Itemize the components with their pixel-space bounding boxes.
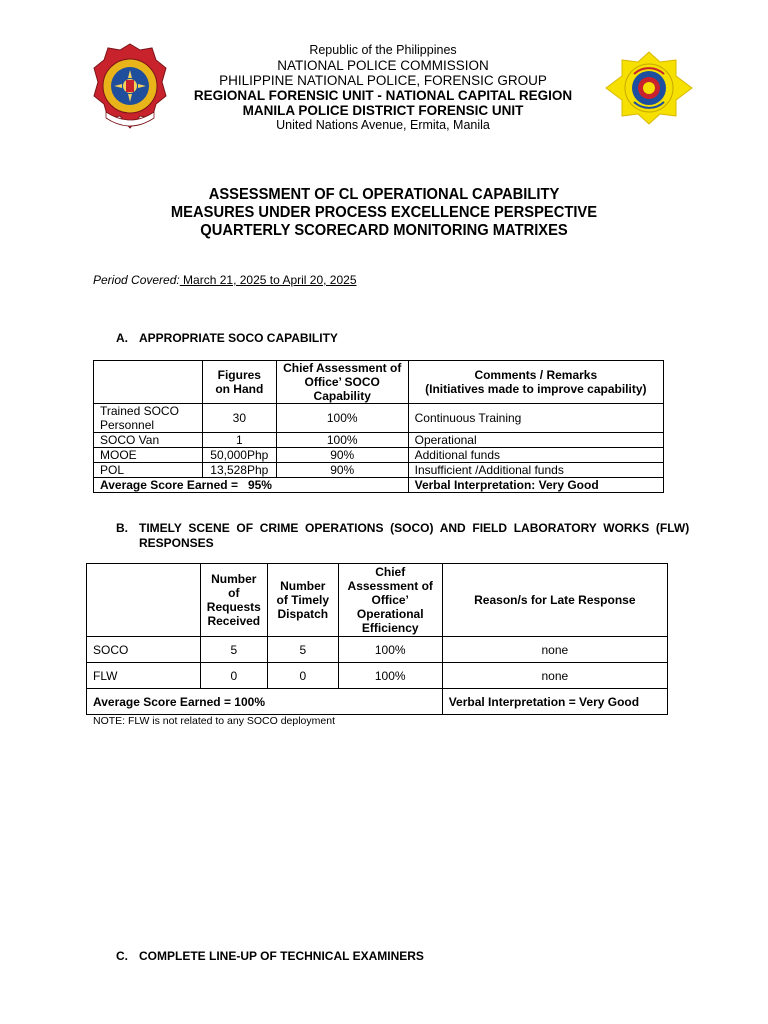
row-assessment: 100%	[338, 637, 442, 663]
row-reason: none	[442, 663, 667, 689]
section-c-letter: C.	[116, 949, 128, 963]
row-assessment: 100%	[338, 663, 442, 689]
table-row	[94, 463, 664, 478]
row-remarks: Insufficient /Additional funds	[408, 463, 663, 478]
soco-flw-response-table	[86, 563, 668, 715]
section-b-title-line-1: TIMELY SCENE OF CRIME OPERATIONS (SOCO) AND FIELD LABORATORY WORKS (FLW)	[139, 521, 690, 535]
section-b-letter: B.	[116, 521, 128, 535]
letterhead	[150, 43, 616, 133]
soco-capability-table	[93, 360, 664, 493]
row-assessment: 100%	[276, 404, 408, 433]
period-label: Period Covered:	[93, 273, 180, 287]
header-dispatch: Number of Timely Dispatch	[267, 564, 338, 637]
header-comments	[408, 361, 663, 404]
table-header-row	[87, 564, 668, 637]
period-value: March 21, 2025 to April 20, 2025	[179, 273, 357, 287]
section-a-title: APPROPRIATE SOCO CAPABILITY	[139, 331, 338, 345]
table-row	[87, 637, 668, 663]
row-remarks: Operational	[408, 433, 663, 448]
row-item: POL	[94, 463, 203, 478]
row-reason: none	[442, 637, 667, 663]
row-dispatch: 5	[267, 637, 338, 663]
section-a-letter: A.	[116, 331, 128, 345]
header-reasons: Reason/s for Late Response	[442, 564, 667, 637]
document-title	[100, 186, 668, 240]
average-score-text: Average Score Earned = 100%	[93, 694, 265, 709]
row-item: MOOE	[94, 448, 203, 463]
row-figures: 30	[202, 404, 276, 433]
table-summary-row	[94, 478, 664, 493]
row-assessment: 100%	[276, 433, 408, 448]
row-dispatch: 0	[267, 663, 338, 689]
table-row	[87, 663, 668, 689]
table-note: NOTE: FLW is not related to any SOCO deployment	[93, 715, 335, 727]
title-line-2: MEASURES UNDER PROCESS EXCELLENCE PERSPECTIVE	[170, 204, 598, 221]
row-assessment: 90%	[276, 463, 408, 478]
table-header-row	[94, 361, 664, 404]
forensic-group-logo	[604, 50, 694, 126]
row-figures: 50,000Php	[202, 448, 276, 463]
table-row	[94, 448, 664, 463]
section-b-title-line-2: RESPONSES	[139, 536, 214, 550]
section-c-heading	[116, 949, 676, 965]
row-item: FLW	[87, 663, 201, 689]
letterhead-mpd: MANILA POLICE DISTRICT FORENSIC UNIT	[242, 103, 524, 118]
row-item: Trained SOCO Personnel	[94, 404, 203, 433]
header-assessment: Chief Assessment of Office’ SOCO Capability	[276, 361, 408, 404]
verbal-interpretation: Verbal Interpretation: Very Good	[408, 478, 663, 493]
row-remarks: Additional funds	[408, 448, 663, 463]
table-row	[94, 433, 664, 448]
period-covered	[93, 273, 357, 287]
verbal-interpretation: Verbal Interpretation = Very Good	[442, 689, 667, 715]
section-a-heading	[116, 331, 676, 347]
header-figures: Figures on Hand	[202, 361, 276, 404]
header-requests: Number of Requests Received	[200, 564, 267, 637]
title-line-1: ASSESSMENT OF CL OPERATIONAL CAPABILITY	[208, 186, 560, 203]
table-summary-row	[87, 689, 668, 715]
letterhead-address: United Nations Avenue, Ermita, Manila	[276, 118, 490, 132]
header-comments-title: Comments / Remarks	[474, 368, 598, 382]
letterhead-rfu: REGIONAL FORENSIC UNIT - NATIONAL CAPITAL REGION	[193, 88, 573, 103]
average-score: Average Score Earned = 95%	[94, 478, 409, 493]
row-requests: 5	[200, 637, 267, 663]
title-line-3: QUARTERLY SCORECARD MONITORING MATRIXES	[200, 222, 568, 239]
section-b-title	[139, 521, 690, 551]
row-item: SOCO	[87, 637, 201, 663]
row-requests: 0	[200, 663, 267, 689]
header-comments-sub: (Initiatives made to improve capability)	[425, 382, 647, 396]
letterhead-pnp: PHILIPPINE NATIONAL POLICE, FORENSIC GROUP	[219, 73, 547, 88]
average-score	[87, 689, 443, 715]
letterhead-republic: Republic of the Philippines	[309, 43, 457, 57]
row-figures: 1	[202, 433, 276, 448]
row-remarks: Continuous Training	[408, 404, 663, 433]
section-c-title: COMPLETE LINE-UP OF TECHNICAL EXAMINERS	[139, 949, 424, 963]
header-blank	[94, 361, 203, 404]
table-row	[94, 404, 664, 433]
letterhead-napolcom: NATIONAL POLICE COMMISSION	[277, 58, 489, 73]
section-b-heading	[116, 521, 690, 553]
header-blank	[87, 564, 201, 637]
row-figures: 13,528Php	[202, 463, 276, 478]
row-item: SOCO Van	[94, 433, 203, 448]
row-assessment: 90%	[276, 448, 408, 463]
header-assessment: Chief Assessment of Office’ Operational Efficiency	[338, 564, 442, 637]
